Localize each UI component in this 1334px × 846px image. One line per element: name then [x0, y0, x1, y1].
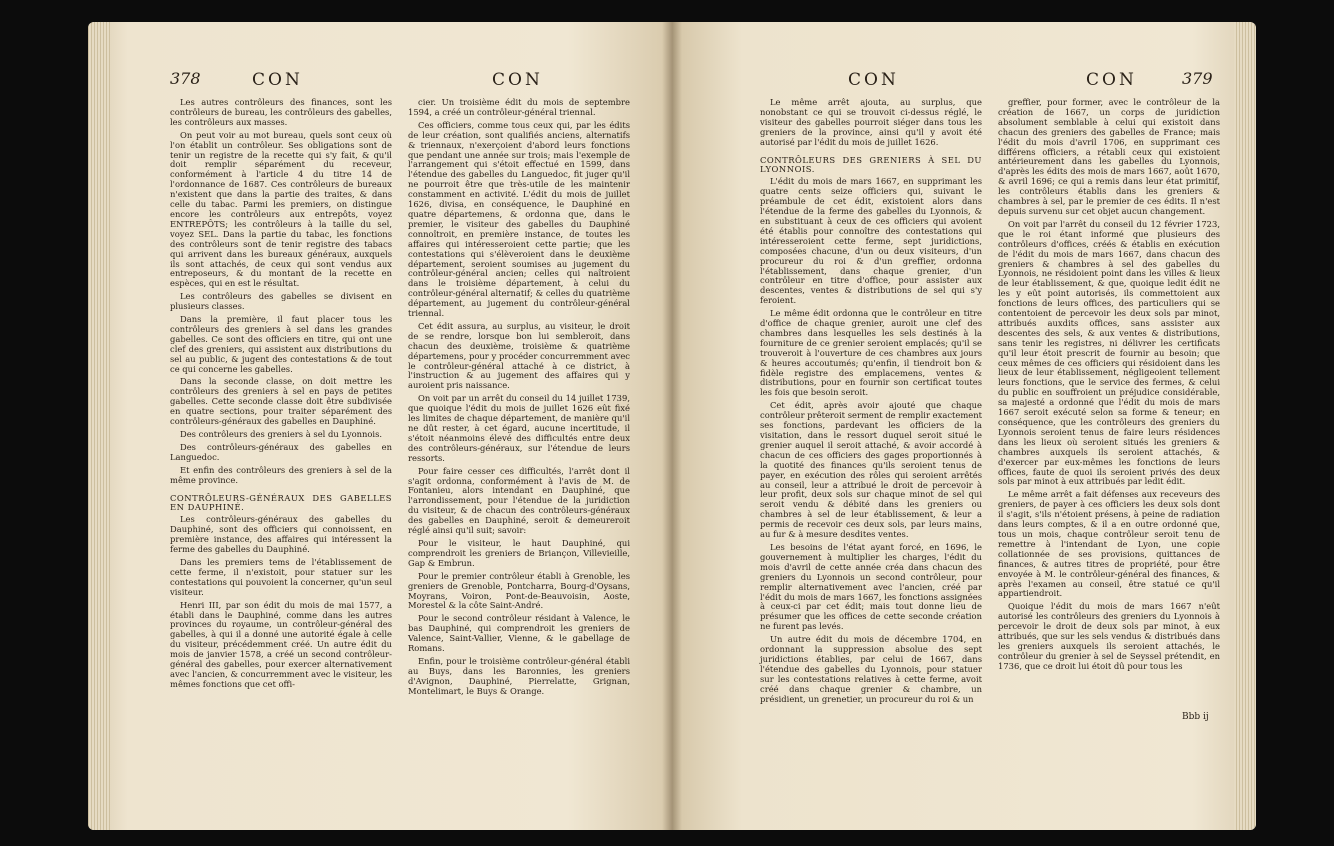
paragraph: Dans la seconde classe, on doit mettre les contrôleurs des greniers à sel en pays de petites gabelles. Cette seconde classe doit être subdivisée en quatre sections, pour traiter séparément des contrôleurs-généraux des gabelles en Dauphiné. [170, 376, 392, 427]
paragraph: Cet édit, après avoir ajouté que chaque contrôleur prêteroit serment de remplir exactement ses fonctions, pardevant les officiers de la visitation, dans le ressort duquel seroit situé le grenier auquel il seroit attaché, & avoir accordé à chacun de ces officiers des gages proportionnés à la quotité des finances qu'ils seroient tenus de payer, en exécution des rôles qui seroient arrêtés au conseil, leur a attribué le droit de percevoir à leur profit, deux sols sur chaque minot de sel qui seroit vendu & débité dans les greniers ou chambres à sel de leur établissement, & leur a permis de recevoir ces deux sols, par leurs mains, au fur & à mesure desdites ventes. [760, 400, 982, 540]
paragraph: Dans les premiers tems de l'établissement de cette ferme, il n'existoit, pour statuer sur les contestations qui pouvoient la concerner, qu'un seul visiteur. [170, 556, 392, 597]
left-page-column-2 [408, 98, 630, 700]
paragraph: Le même arrêt ajouta, au surplus, que nonobstant ce qui se trouvoit ci-dessus réglé, le visiteur des gabelles pourroit siéger dans tous les greniers de la province, ainsi qu'il y avoit été autorisé par l'édit du mois de juillet 1626. [760, 97, 982, 147]
paragraph: greffier, pour former, avec le contrôleur de la création de 1667, un corps de juridiction absolument semblable à celui qui existoit dans chacun des greniers des gabelles de France; mais l'édit du mois d'avril 1706, en supprimant ces différens officiers, a rétabli ceux qui existoient antérieurement dans les gabelles du Lyonnois, d'après les édits des mois de mars 1667, août 1670, & avril 1696; ce qui a remis dans leur état primitif, les contrôleurs établis dans les greniers & chambres à sel, par le premier de ces édits. Il n'est depuis survenu sur cet objet aucun changement. [998, 97, 1220, 216]
running-head-right-2: CON [1086, 70, 1137, 90]
page-number-left: 378 [170, 69, 201, 88]
running-head-left-1: CON [252, 70, 303, 90]
paragraph: Pour le premier contrôleur établi à Grenoble, les greniers de Grenoble, Pontcharra, Bourg-d'Oysans, Moyrans, Voiron, Pont-de-Beauvoisin, Aoste, Morestel & la côte Saint-André. [408, 570, 630, 611]
paragraph: Pour faire cesser ces difficultés, l'arrêt dont il s'agit ordonna, conformément à l'avis de M. de Fontanieu, alors intendant en Dauphiné, que l'arrondissement, pour l'étendue de la juridiction du visiteur, & de chacun des contrôleurs-généraux des gabelles en Dauphiné, seroit & demeureroit réglé ainsi qu'il suit; savoir: [408, 465, 630, 536]
paragraph: Ces officiers, comme tous ceux qui, par les édits de leur création, sont qualifiés anciens, alternatifs & triennaux, n'exerçoient d'abord leurs fonctions que pendant une année sur trois; mais l'exemple de l'arrangement qui s'étoit effectué en 1599, dans l'étendue des gabelles du Languedoc, fit juger qu'il ne pourroit être que très-utile de les maintenir constamment en activité. L'édit du mois de juillet 1626, divisa, en conséquence, le Dauphiné en quatre départemens, & ordonna que, dans le premier, le visiteur des gabelles du Dauphiné connoîtroit, en première instance, de toutes les affaires qui intéresseroient cette partie; que les contestations qui s'élèveroient dans le deuxième département, seroient soumises au jugement du contrôleur-général ancien; celles qui naîtroient dans le troisième département, à celui du contrôleur-général alternatif; & celles du quatrième département, au jugement du contrôleur-général triennal. [408, 119, 630, 319]
paragraph: Quoique l'édit du mois de mars 1667 n'eût autorisé les contrôleurs des greniers du Lyonnois à percevoir le droit de deux sols par minot, à eux attribués, que sur les sels vendus & distribués dans les greniers auxquels ils seroient attachés, le contrôleur du grenier à sel de Seyssel prétendit, en 1736, que ce droit lui étoit dû pour tous les [998, 601, 1220, 671]
right-page-column-2 [998, 98, 1220, 675]
paragraph: Dans la première, il faut placer tous les contrôleurs des greniers à sel dans les grandes gabelles. Ce sont des officiers en titre, qui ont une clef des greniers, qui assistent aux distributions du sel au public, & jugent des contestations & de tout ce qui concerne les gabelles. [170, 314, 392, 374]
page-edges-left [88, 22, 110, 830]
paragraph: Enfin, pour le troisième contrôleur-général établi au Buys, dans les Baronnies, les greniers d'Avignon, Dauphiné, Pierrelatte, Grignan, Montelimart, le Buys & Orange. [408, 655, 630, 696]
section-heading: CONTRÔLEURS-GÉNÉRAUX DES GABELLES EN DAUPHINÉ. [170, 492, 392, 513]
book-gutter [662, 22, 682, 830]
running-head-left-2: CON [492, 70, 543, 90]
right-page-column-1 [760, 98, 982, 707]
left-page [88, 22, 672, 830]
paragraph: Cet édit assura, au surplus, au visiteur, le droit de se rendre, lorsque bon lui sembleroit, dans chacun des deuxième, troisième & quatrième départemens, pour y procéder concurremment avec le contrôleur-général attaché à ce district, à l'instruction & au jugement des affaires qui y auroient pris naissance. [408, 320, 630, 391]
open-book [88, 22, 1256, 830]
paragraph: L'édit du mois de mars 1667, en supprimant les quatre cents seize officiers qui, suivant le préambule de cet édit, existoient alors dans l'étendue de la ferme des gabelles du Lyonnois, & en substituant à ceux de ces officiers qui avoient été établis pour connoître des contestations qui intéresseroient cette ferme, sept juridictions, composées chacune, d'un ou deux visiteurs, d'un procureur du roi & d'un greffier, ordonna l'établissement, dans chaque grenier, d'un contrôleur en titre d'office, pour assister aux descentes, ventes & distributions de sel qui s'y feroient. [760, 176, 982, 306]
paragraph: Les besoins de l'état ayant forcé, en 1696, le gouvernement à multiplier les charges, l'édit du mois d'avril de cette année créa dans chacun des greniers du Lyonnois un second contrôleur, pour remplir alternativement avec l'ancien, créé par l'édit du mois de mars 1667, les fonctions assignées à ceux-ci par cet édit; mais tout donne lieu de présumer que les offices de cette seconde création ne furent pas levés. [760, 541, 982, 632]
paragraph: Le même édit ordonna que le contrôleur en titre d'office de chaque grenier, auroit une clef des chambres dans lesquelles les sels destinés à la fourniture de ce grenier seroient emplacés; qu'il se trouveroit à l'ouverture de ces chambres aux jours & heures accoutumés; qu'enfin, il tiendroit bon & fidèle registre des emplacemens, ventes & distributions, pour en fournir son certificat toutes les fois que besoin seroit. [760, 308, 982, 398]
section-heading: CONTRÔLEURS DES GRENIERS À SEL DU LYONNOIS. [760, 154, 982, 175]
signature-mark: Bbb ij [1182, 712, 1209, 722]
right-page [672, 22, 1256, 830]
paragraph: On voit par un arrêt du conseil du 14 juillet 1739, que quoique l'édit du mois de juillet 1626 eût fixé les limites de chaque département, de manière qu'il ne dût rester, à cet égard, aucune incertitude, il s'étoit néanmoins élevé des difficultés entre deux des contrôleurs-généraux, sur l'étendue de leurs ressorts. [408, 393, 630, 463]
paragraph: Les contrôleurs des gabelles se divisent en plusieurs classes. [170, 291, 392, 312]
paragraph: Henri III, par son édit du mois de mai 1577, a établi dans le Dauphiné, comme dans les autres provinces du royaume, un contrôleur-général des gabelles, à qui il a donné une autorité égale à celle du visiteur, précédemment créé. Un autre édit du mois de janvier 1578, a créé un second contrôleur-général des gabelles, pour exercer alternativement avec l'ancien, & concurremment avec le visiteur, les mêmes fonctions que cet offi- [170, 599, 392, 689]
paragraph: Les contrôleurs-généraux des gabelles du Dauphiné, sont des officiers qui connoissent, en première instance, des affaires qui intéressent la ferme des gabelles du Dauphiné. [170, 514, 392, 555]
paragraph: Et enfin des contrôleurs des greniers à sel de la même province. [170, 464, 392, 485]
paragraph: Pour le visiteur, le haut Dauphiné, qui comprendroit les greniers de Briançon, Villevieille, Gap & Embrun. [408, 537, 630, 568]
paragraph: Le même arrêt a fait défenses aux receveurs des greniers, de payer à ces officiers les deux sols dont il s'agit, s'ils n'étoient présens, à peine de radiation dans leurs comptes, & il a en outre ordonné que, tous un mois, chaque contrôleur seroit tenu de remettre à l'intendant de Lyon, une copie collationnée de ses provisions, quittances de finances, & autres titres de propriété, pour être envoyée à M. le contrôleur-général des finances, & après l'examen au conseil, être statué ce qu'il appartiendroit. [998, 489, 1220, 599]
paragraph: On peut voir au mot bureau, quels sont ceux où l'on établit un contrôleur. Ses obligations sont de tenir un registre de la recette qui s'y fait, & qu'il doit remplir séparément du receveur, conformément à l'article 4 du titre 14 de l'ordonnance de 1687. Ces contrôleurs de bureaux n'existent que dans la partie des traites, & dans celle du tabac. Parmi les premiers, on distingue encore les contrôleurs aux entrepôts, voyez ENTREPÔTS; les contrôleurs à la taille du sel, voyez SEL. Dans la partie du tabac, les fonctions des contrôleurs sont de tenir registre des tabacs qui arrivent dans les bureaux généraux, auxquels ils sont attachés, de ceux qui sont vendus aux entreposeurs, & du montant de la recette en espèces, qui en est le résultat. [170, 129, 392, 289]
paragraph: Des contrôleurs des greniers à sel du Lyonnois. [180, 429, 383, 439]
paragraph: Des contrôleurs-généraux des gabelles en Languedoc. [170, 441, 392, 462]
paragraph: Un autre édit du mois de décembre 1704, en ordonnant la suppression absolue des sept juridictions établies, par celui de 1667, dans l'étendue des gabelles du Lyonnois, pour statuer sur les contestations relatives à cette ferme, avoit créé dans chaque grenier & chambre, un présidient, un grenetier, un procureur du roi & un [760, 634, 982, 704]
paragraph: Les autres contrôleurs des finances, sont les contrôleurs de bureau, les contrôleurs des gabelles, les contrôleurs aux masses. [170, 97, 392, 127]
paragraph: On voit par l'arrêt du conseil du 12 février 1723, que le roi étant informé que plusieurs des contrôleurs d'offices, créés & établis en exécution de l'édit du mois de mars 1667, dans chacun des greniers & chambres à sel des gabelles du Lyonnois, ne résidoient point dans les villes & lieux de leur établissement, & que, quoique ledit édit ne les y eût point autorisés, ils commettoient aux fonctions de leurs offices, des particuliers qui se contentoient de percevoir les deux sols par minot, attribués auxdits offices, sans assister aux descentes des sels, & aux ventes & distributions, sans tenir les registres, ni délivrer les certificats qu'il leur étoit prescrit de fournir au besoin; que ceux mêmes de ces officiers qui résidoient dans les lieux de leur établissement, négligeoient tellement leurs fonctions, que le service des fermes, & celui du public en souffroient un préjudice considérable, sa majesté a ordonné que l'édit du mois de mars 1667 seroit exécuté selon sa forme & teneur; en conséquence, que les contrôleurs des greniers du Lyonnois seroient tenus de faire leurs résidences dans les lieux où seroient situés les greniers & chambres auxquels ils seroient attachés, & d'exercer par eux-mêmes les fonctions de leurs offices, faute de quoi ils seroient privés des deux sols par minot à eux attribués par ledit édit. [998, 218, 1220, 487]
paragraph: cier. Un troisième édit du mois de septembre 1594, a créé un contrôleur-général triennal. [408, 97, 630, 117]
page-edges-right [1234, 22, 1256, 830]
page-number-right: 379 [1182, 69, 1213, 88]
paragraph: Pour le second contrôleur résidant à Valence, le bas Dauphiné, qui comprendroit les greniers de Valence, Saint-Vallier, Vienne, & le gabellage de Romans. [408, 613, 630, 654]
running-head-right-1: CON [848, 70, 899, 90]
left-page-column-1 [170, 98, 392, 693]
